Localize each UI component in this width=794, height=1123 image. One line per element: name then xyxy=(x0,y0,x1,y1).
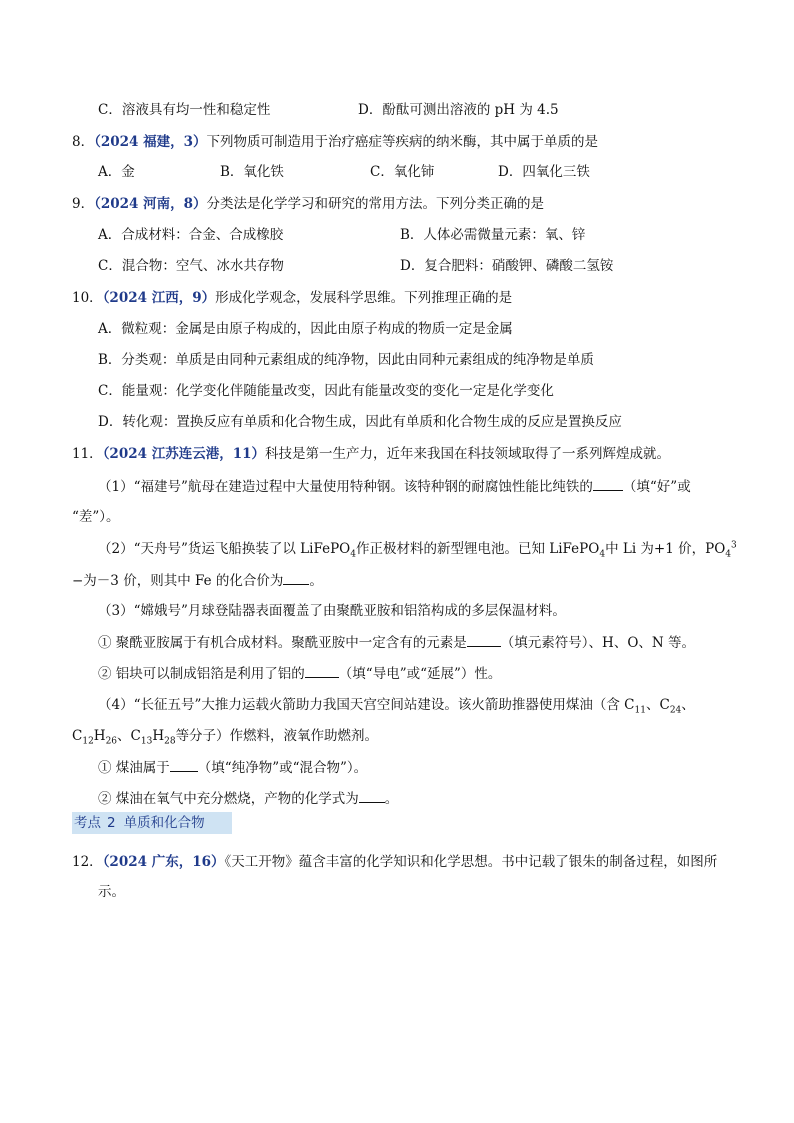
answer-blank[interactable] xyxy=(593,476,623,491)
q9-option-c: C．混合物：空气、冰水共存物 xyxy=(98,258,284,274)
q11-part-2-cont xyxy=(72,570,323,591)
question-12-stem-cont: 示。 xyxy=(98,884,125,900)
q11-part-3-1 xyxy=(98,632,695,653)
question-number: 11． xyxy=(72,446,103,462)
q9-option-a: A．合成材料：合金、合成橡胶 xyxy=(98,227,284,243)
part-text: ② 铝块可以制成铝箔是利用了铝的 xyxy=(98,666,305,682)
part-text: ① 煤油属于 xyxy=(98,760,170,776)
q8-option-b: B．氧化铁 xyxy=(220,164,284,180)
question-source: （2024 广东，16） xyxy=(102,854,225,870)
q11-part-4-1 xyxy=(98,757,367,778)
question-text: 科技是第一生产力，近年来我国在科技领域取得了一系列辉煌成就。 xyxy=(265,446,670,462)
q11-part-3: （3）“嫦娥号”月球登陆器表面覆盖了由聚酰亚胺和铝箔构成的多层保温材料。 xyxy=(98,603,566,619)
subscript: 4 xyxy=(725,549,732,560)
part-text: （填“纯净物”或“混合物”）。 xyxy=(197,760,368,776)
subscript: 13 xyxy=(140,736,153,747)
q11-part-2 xyxy=(98,539,737,559)
subscript: 4 xyxy=(350,549,356,560)
part-text: （填“好”或 xyxy=(622,479,691,495)
part-text: 作正极材料的新型锂电池。已知 LiFePO xyxy=(355,541,600,557)
q7-option-c: C．溶液具有均一性和稳定性 xyxy=(98,102,271,118)
superscript: 3 xyxy=(731,540,737,551)
subscript: 11 xyxy=(634,705,646,716)
part-text: 中 Li 为+1 价，PO xyxy=(605,541,726,557)
part-text: H xyxy=(152,728,165,744)
question-text: 《天工开物》蕴含丰富的化学知识和化学思想。书中记载了银朱的制备过程，如图所 xyxy=(224,854,718,870)
part-text: 、C xyxy=(645,697,670,713)
part-text: 、C xyxy=(117,728,141,744)
q11-part-3-2 xyxy=(98,663,501,684)
question-number: 12． xyxy=(72,854,103,870)
q10-option-b: B．分类观：单质是由同种元素组成的纯净物，因此由同种元素组成的纯净物是单质 xyxy=(98,352,594,368)
q8-option-c: C．氧化铈 xyxy=(370,164,435,180)
part-text: ② 煤油在氧气中充分燃烧，产物的化学式为 xyxy=(98,791,359,807)
part-text: 等分子）作燃料，液氧作助燃剂。 xyxy=(175,728,379,744)
question-source: （2024 河南，8） xyxy=(94,196,207,212)
q9-option-b: B．人体必需微量元素：氧、锌 xyxy=(400,227,586,243)
answer-blank[interactable] xyxy=(359,788,385,803)
question-source: （2024 江西，9） xyxy=(102,290,216,306)
question-text: 下列物质可制造用于治疗癌症等疾病的纳米酶，其中属于单质的是 xyxy=(206,134,599,150)
question-11-stem xyxy=(72,444,670,464)
question-9-stem xyxy=(72,194,544,214)
section-header xyxy=(72,812,232,834)
part-text: 、 xyxy=(681,697,695,713)
question-10-stem xyxy=(72,288,512,308)
question-number: 10． xyxy=(72,290,103,306)
question-source: （2024 江苏连云港，11） xyxy=(102,446,265,462)
q11-part-4 xyxy=(98,695,695,715)
question-8-stem xyxy=(72,132,598,152)
answer-blank[interactable] xyxy=(283,570,309,585)
part-text: （填元素符号）、H、O、N 等。 xyxy=(500,635,695,651)
question-text: 分类法是化学学习和研究的常用方法。下列分类正确的是 xyxy=(206,196,545,212)
question-source: （2024 福建，3） xyxy=(94,134,207,150)
subscript: 4 xyxy=(599,549,606,560)
q9-option-d: D．复合肥料：硝酸钾、磷酸二氢铵 xyxy=(400,258,614,274)
part-text: 。 xyxy=(384,791,399,807)
q10-option-a: A．微粒观：金属是由原子构成的，因此由原子构成的物质一定是金属 xyxy=(98,321,513,337)
section-title: 单质和化合物 xyxy=(123,815,205,831)
subscript: 26 xyxy=(105,736,118,747)
q11-part-1 xyxy=(98,476,691,497)
section-label: 考点 xyxy=(74,815,101,831)
part-text: −为－3 价，则其中 Fe 的化合价为 xyxy=(72,573,284,589)
part-text: ① 聚酰亚胺属于有机合成材料。聚酰亚胺中一定含有的元素是 xyxy=(98,635,467,651)
q11-part-4-2 xyxy=(98,788,398,809)
q11-part-4-cont xyxy=(72,726,378,746)
q8-option-d: D．四氧化三铁 xyxy=(498,164,590,180)
part-text: （1）“福建号”航母在建造过程中大量使用特种钢。该特种钢的耐腐蚀性能比纯铁的 xyxy=(98,479,593,495)
question-12-stem xyxy=(72,852,717,872)
q10-option-c: C．能量观：化学变化伴随能量改变，因此有能量改变的变化一定是化学变化 xyxy=(98,383,554,399)
part-text: 。 xyxy=(309,573,323,589)
question-number: 9． xyxy=(72,196,95,212)
answer-blank[interactable] xyxy=(170,757,198,772)
question-text: 形成化学观念，发展科学思维。下列推理正确的是 xyxy=(215,290,513,306)
part-text: （填“导电”或“延展”）性。 xyxy=(338,666,502,682)
q7-option-d: D．酚酞可测出溶液的 pH 为 4.5 xyxy=(358,102,559,118)
part-text: C xyxy=(72,728,83,744)
answer-blank[interactable] xyxy=(305,663,339,678)
subscript: 24 xyxy=(669,705,682,716)
part-text: （2）“天舟号”货运飞船换装了以 LiFePO xyxy=(98,541,351,557)
q10-option-d: D．转化观：置换反应有单质和化合物生成，因此有单质和化合物生成的反应是置换反应 xyxy=(98,414,622,430)
part-text: （4）“长征五号”大推力运载火箭助力我国天宫空间站建设。该火箭助推器使用煤油（含 C xyxy=(98,697,635,713)
section-number: 2 xyxy=(107,815,116,831)
subscript: 12 xyxy=(82,736,94,747)
question-number: 8． xyxy=(72,134,95,150)
part-text: H xyxy=(93,728,106,744)
q8-option-a: A．金 xyxy=(98,164,135,180)
subscript: 28 xyxy=(164,736,176,747)
q11-part-1-cont: “差”）。 xyxy=(72,509,120,525)
answer-blank[interactable] xyxy=(467,632,501,647)
